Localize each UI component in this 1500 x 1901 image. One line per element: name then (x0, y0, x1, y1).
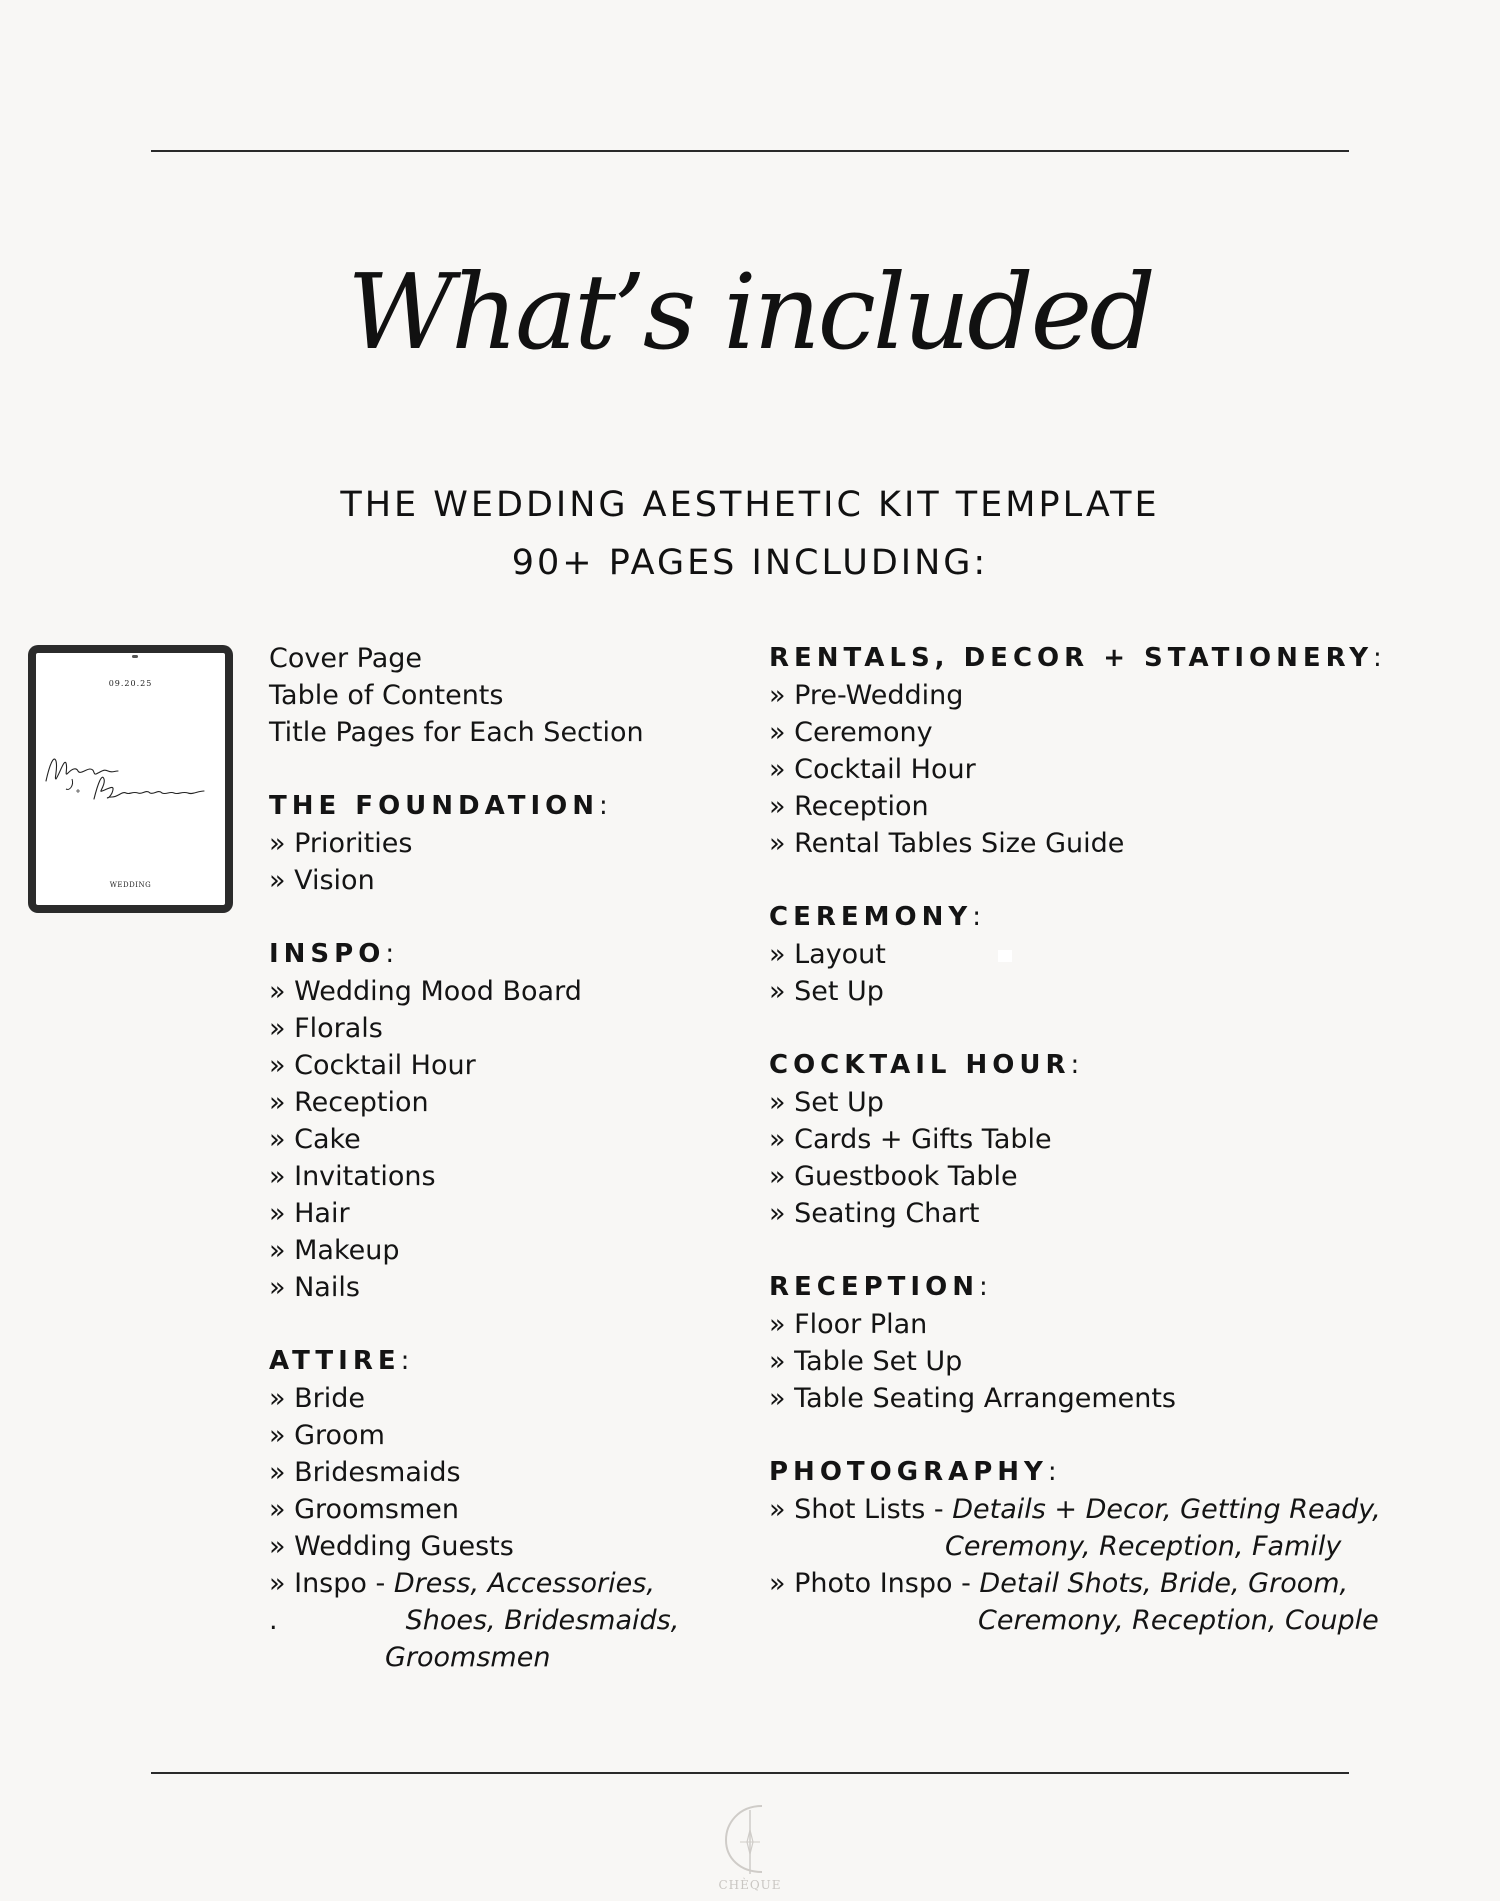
list-item: » Bride (269, 1383, 365, 1414)
list-item: » Wedding Mood Board (269, 976, 582, 1007)
tablet-date: 09.20.25 (108, 679, 153, 688)
page-title: What’s included (347, 251, 1153, 373)
list-item-attire-inspo: » Inspo - Dress, Accessories, (269, 1568, 655, 1599)
top-divider (151, 150, 1349, 152)
list-item: » Cards + Gifts Table (769, 1124, 1052, 1155)
list-item: » Invitations (269, 1161, 436, 1192)
list-item: » Wedding Guests (269, 1531, 514, 1562)
list-item: » Table Seating Arrangements (769, 1383, 1177, 1414)
list-item-photo-inspo-cont: Ceremony, Reception, Couple (978, 1605, 1379, 1636)
section-heading-attire: ATTIRE: (269, 1346, 410, 1376)
list-item: » Hair (269, 1198, 350, 1229)
list-item: » Layout (769, 939, 886, 970)
section-heading-rentals: RENTALS, DECOR + STATIONERY: (769, 643, 1382, 673)
list-item: » Rental Tables Size Guide (769, 828, 1125, 859)
list-item: » Cocktail Hour (769, 754, 976, 785)
list-item: » Groom (269, 1420, 385, 1451)
white-square-mark (998, 950, 1012, 962)
right-column (769, 640, 1469, 1639)
list-item: » Groomsmen (269, 1494, 459, 1525)
list-item: » Ceremony (769, 717, 933, 748)
section-heading-ceremony: CEREMONY: (769, 902, 981, 932)
list-item: » Cocktail Hour (269, 1050, 476, 1081)
list-item: » Table Set Up (769, 1346, 963, 1377)
list-item-attire-inspo-cont: . Shoes, Bridesmaids, (269, 1605, 680, 1636)
list-item: » Reception (269, 1087, 429, 1118)
subtitle-line-1: THE WEDDING AESTHETIC KIT TEMPLATE (340, 485, 1160, 525)
brand-logo-text: CHÈQUE (718, 1878, 782, 1892)
list-item: » Nails (269, 1272, 360, 1303)
list-item: » Florals (269, 1013, 383, 1044)
bottom-divider (151, 1772, 1349, 1774)
subtitle-line-2: 90+ PAGES INCLUDING: (511, 543, 989, 583)
list-item-shot-lists-cont: Ceremony, Reception, Family (945, 1531, 1342, 1562)
section-heading-cocktail-hour: COCKTAIL HOUR: (769, 1050, 1080, 1080)
tablet-label: WEDDING (109, 881, 152, 889)
list-item: » Reception (769, 791, 929, 822)
list-item-photo-inspo: » Photo Inspo - Detail Shots, Bride, Groom, (769, 1568, 1349, 1599)
list-item: » Set Up (769, 1087, 884, 1118)
section-heading-reception: RECEPTION: (769, 1272, 988, 1302)
section-heading-photography: PHOTOGRAPHY: (769, 1457, 1057, 1487)
list-item-attire-inspo-cont: Groomsmen (385, 1642, 551, 1673)
list-item: » Cake (269, 1124, 361, 1155)
list-item: » Vision (269, 865, 375, 896)
list-item: » Pre-Wedding (769, 680, 964, 711)
list-item: » Set Up (769, 976, 884, 1007)
list-item: » Seating Chart (769, 1198, 980, 1229)
signature-names (42, 743, 212, 803)
section-heading-inspo: INSPO: (269, 939, 395, 969)
list-item: Table of Contents (269, 680, 504, 711)
list-item: Cover Page (269, 643, 423, 674)
list-item: » Makeup (269, 1235, 400, 1266)
left-column (269, 640, 739, 1676)
list-item: Title Pages for Each Section (269, 717, 644, 748)
list-item: » Guestbook Table (769, 1161, 1018, 1192)
list-item: » Floor Plan (769, 1309, 928, 1340)
section-heading-foundation: THE FOUNDATION: (269, 791, 608, 821)
list-item: » Priorities (269, 828, 413, 859)
list-item-shot-lists: » Shot Lists - Details + Decor, Getting Ready, (769, 1494, 1381, 1525)
tablet-mockup (28, 645, 233, 913)
list-item: » Bridesmaids (269, 1457, 461, 1488)
camera-icon (132, 655, 138, 658)
tablet-screen (36, 653, 225, 905)
